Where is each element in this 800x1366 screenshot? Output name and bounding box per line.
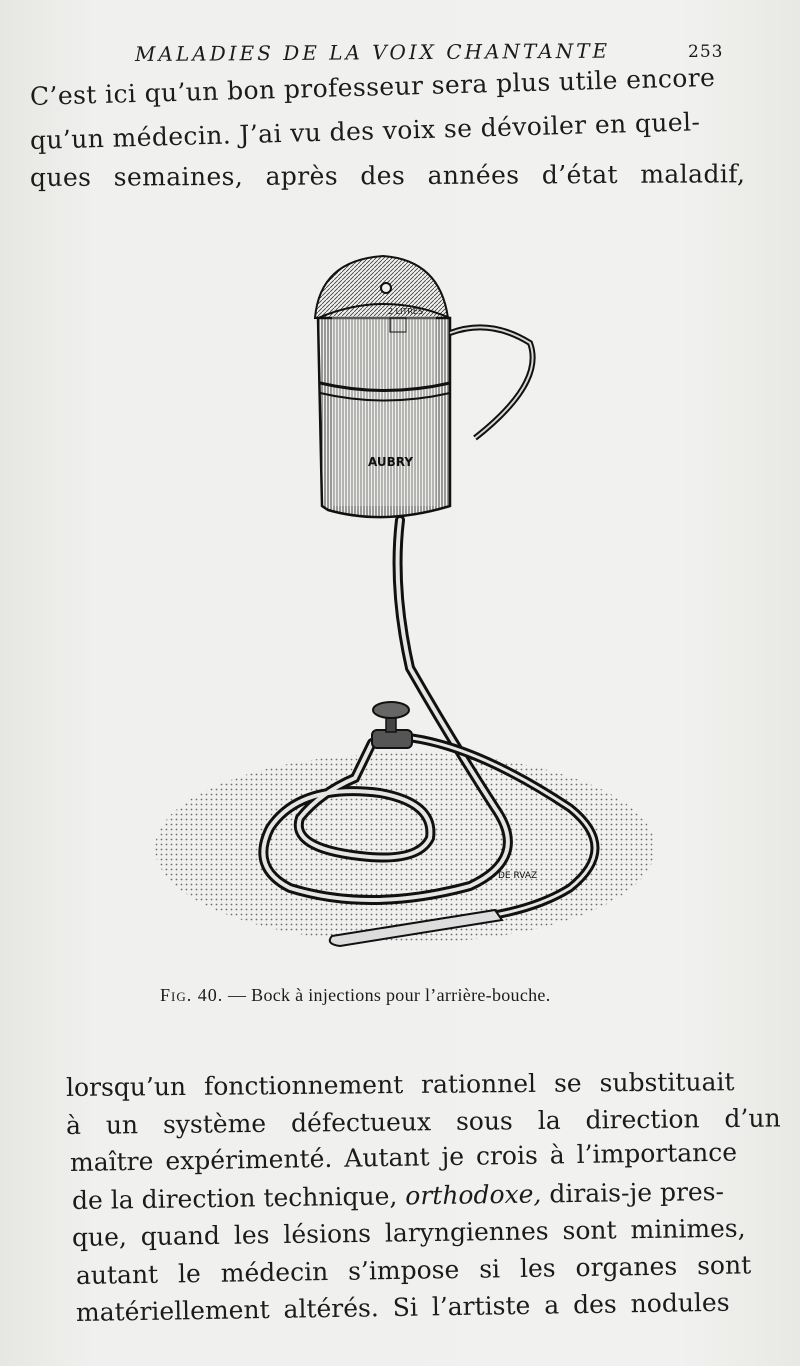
text-line: autant le médecin s’impose si les organes sont [75,1250,752,1290]
brand-label: AUBRY [368,455,414,469]
text-line: lorsqu’un fonctionnement rationnel se substituait [65,1067,735,1102]
ground-shadow [155,753,655,943]
caption-label: Fig. 40. [160,985,224,1005]
text-line [72,1177,724,1215]
engraver-signature: DE RVAZ [498,871,538,881]
vessel-handle [450,327,533,438]
stopcock [372,702,412,748]
text-line: C’est ici qu’un bon professeur sera plus utile encore [29,62,716,111]
text-line-start: de la direction technique, [71,1181,406,1215]
text-line: ques semaines, après des années d’état maladif, [29,159,746,192]
text-line: matériellement altérés. Si l’artiste a des nodules [75,1287,730,1327]
text-line: à un système défectueux sous la direction d’un [65,1103,781,1140]
text-line: qu’un médecin. J’ai vu des voix se dévoiler en quel- [29,107,701,155]
text-line: maître expérimenté. Autant je crois à l’importance [69,1137,738,1177]
running-title: MALADIES DE LA VOIX CHANTANTE [134,38,611,66]
figure-illustration [150,248,670,958]
graduation-label: 2 LITRES [388,307,424,316]
text-line-end: dirais-je pres- [541,1176,725,1209]
italic-word: orthodoxe, [405,1179,542,1211]
injection-bock-engraving [150,248,670,958]
caption-text: — Bock à injections pour l’arrière-bouche. [223,985,551,1005]
page-number: 253 [688,42,724,62]
text-line: que, quand les lésions laryngiennes sont minimes, [71,1213,746,1252]
figure-caption [160,985,680,1006]
